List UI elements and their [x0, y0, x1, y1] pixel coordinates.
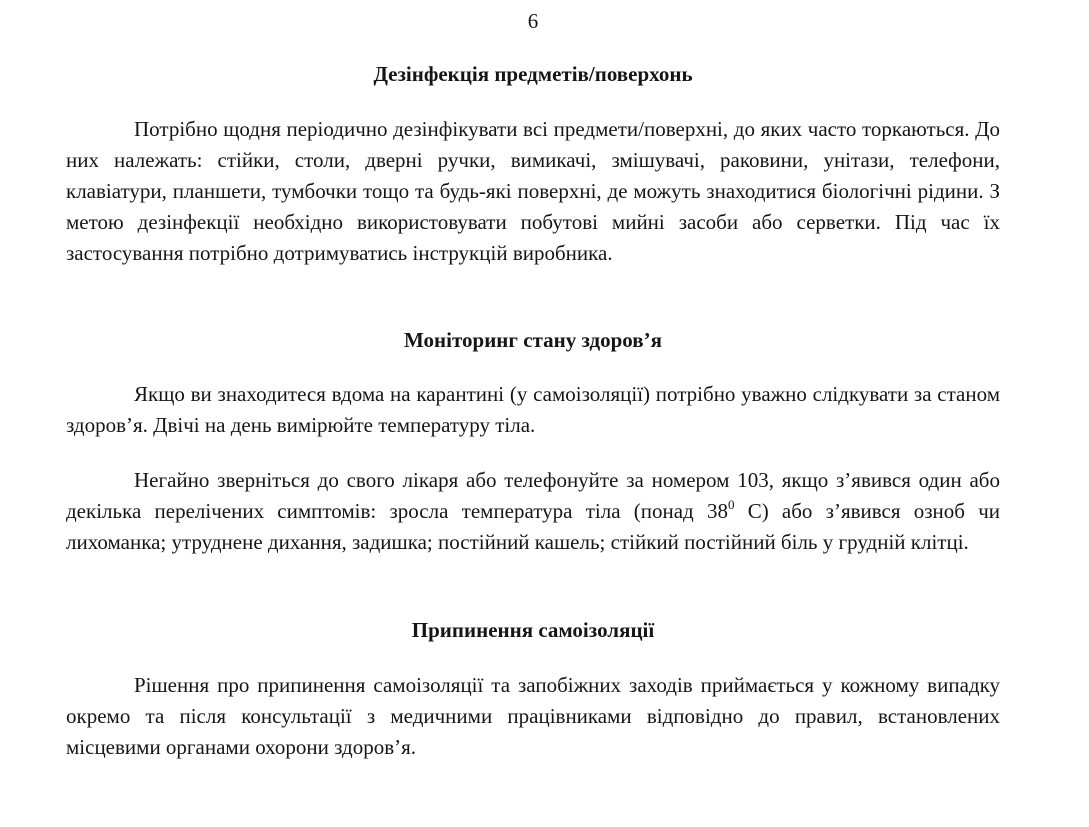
- degree-superscript: 0: [727, 497, 735, 512]
- paragraph-end-isolation: Рішення про припинення самоізоляції та запобіжних заходів приймається у кожному випадку окремо та після консультації з медичними працівниками відповідно до правил, встановлених місцевими органами охорони здоров’я.: [66, 673, 1000, 759]
- symptoms-text-before: Негайно зверніться до свого лікаря або телефонуйте за номером 103, якщо з’явився один або декілька перелічених симптомів: зросла температура тіла (понад 38: [66, 468, 1000, 523]
- section-heading-health-monitoring: Моніторинг стану здоров’я: [404, 328, 662, 352]
- paragraph-disinfection: Потрібно щодня періодично дезінфікувати всі предмети/поверхні, до яких часто торкаються. До них належать: стійки, столи, дверні ручки, вимикачі, змішувачі, раковини, унітази, телефони, клавіатури, планшети, тумбочки тощо та будь-які поверхні, де можуть знаходитися біологічні рідини. З метою дезінфекції необхідно використовувати побутові мийні засоби або серветки. Під час їх застосування потрібно дотримуватись інструкцій виробника.: [66, 117, 1000, 265]
- page-number: 6: [527, 9, 539, 33]
- symptoms-text-after: С) або з’явився озноб чи лихоманка; утруднене дихання, задишка; постійний кашель; стійкий постійний біль у грудній клітці.: [66, 499, 1000, 554]
- section-heading-end-isolation: Припинення самоізоляції: [411, 618, 655, 642]
- paragraph-symptoms: [66, 465, 1000, 558]
- paragraph-quarantine-monitoring: Якщо ви знаходитеся вдома на карантині (у самоізоляції) потрібно уважно слідкувати за станом здоров’я. Двічі на день вимірюйте температуру тіла.: [66, 382, 1000, 437]
- section-heading-disinfection: Дезінфекція предметів/поверхонь: [373, 62, 693, 86]
